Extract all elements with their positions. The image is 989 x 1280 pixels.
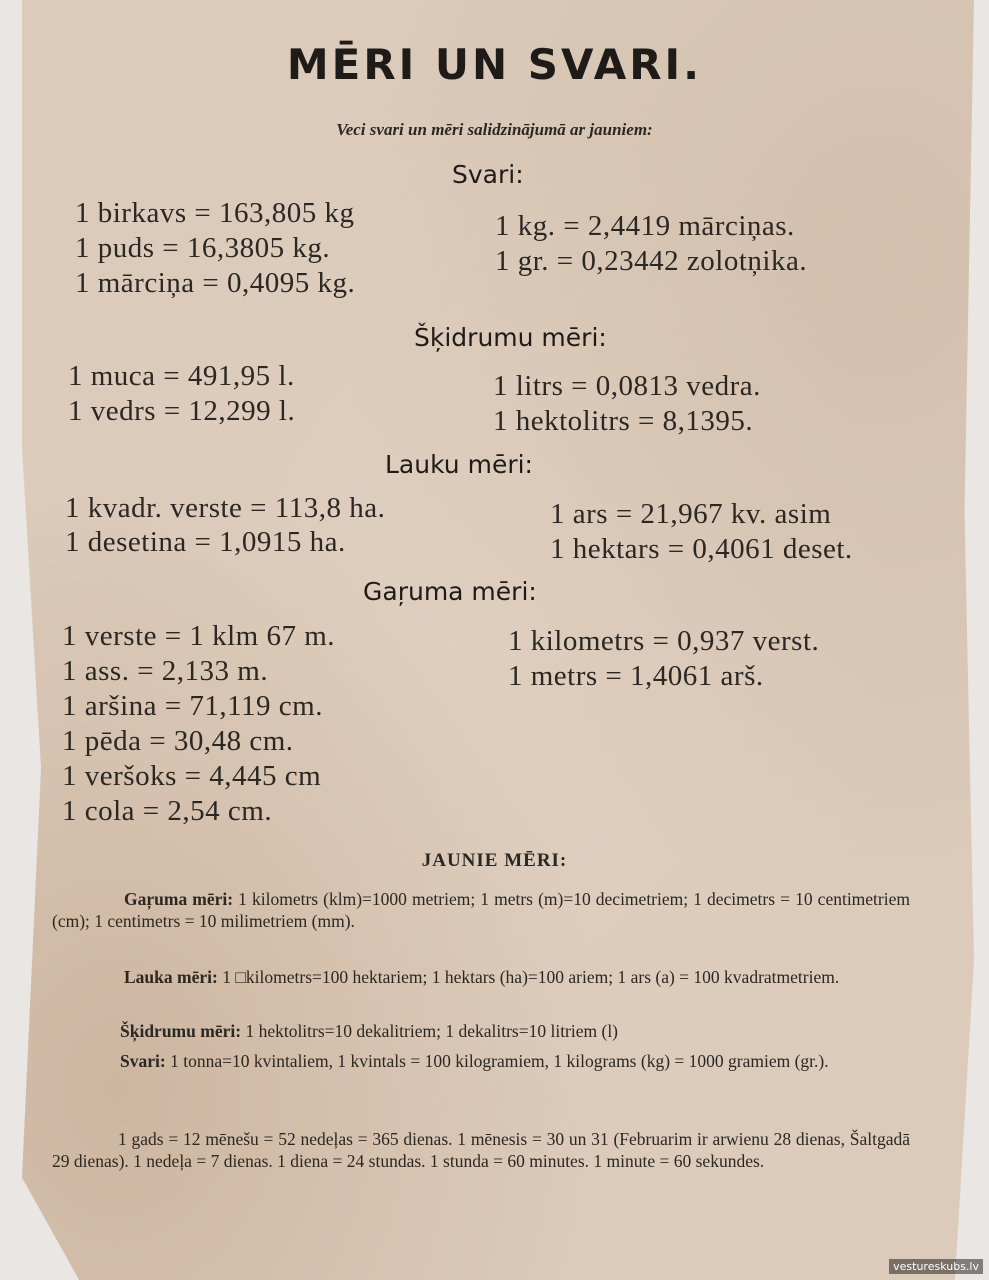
section-heading-liquid: Šķidrumu mēri: [414,323,607,352]
paragraph-length [52,888,910,932]
paragraph-lead: Gaŗuma mēri: [124,889,234,909]
paragraph-text: 1 kilometrs (klm)=1000 metriem; 1 metrs (m)=10 decimetriem; 1 decimetrs = 10 centimetriem (cm); 1 centimetrs = 10 milimetriem (mm). [52,889,910,931]
page-title: MĒRI UN SVARI. [286,40,703,89]
conversion-row: 1 ars = 21,967 kv. asim [550,498,832,530]
conversion-row: 1 vedrs = 12,299 l. [68,395,296,427]
conversion-row: 1 kg. = 2,4419 mārciņas. [495,210,795,242]
paragraph-text: 1 □kilometrs=100 hektariem; 1 hektars (ha)=100 ariem; 1 ars (a) = 100 kvadratmetriem. [217,967,840,987]
conversion-row: 1 gr. = 0,23442 zolotņika. [495,245,808,277]
conversion-row: 1 desetina = 1,0915 ha. [65,526,346,558]
section-heading-svari: Svari: [452,160,524,189]
conversion-row: 1 verste = 1 klm 67 m. [62,620,336,652]
paragraph-text: 1 tonna=10 kvintaliem, 1 kvintals = 100 kilogramiem, 1 kilograms (kg) = 1000 gramiem (gr.). [165,1051,829,1071]
conversion-row: 1 hektolitrs = 8,1395. [493,405,754,437]
conversion-row: 1 cola = 2,54 cm. [62,795,273,827]
section-heading-length: Gaŗuma mēri: [363,577,537,606]
new-measures-heading: JAUNIE MĒRI: [421,850,568,871]
conversion-row: 1 aršina = 71,119 cm. [62,690,323,722]
paragraph-time [52,1128,910,1172]
conversion-row: 1 puds = 16,3805 kg. [75,232,331,264]
conversion-row: 1 ass. = 2,133 m. [62,655,269,687]
paragraph-text: 1 gads = 12 mēnešu = 52 nedeļas = 365 dienas. 1 mēnesis = 30 un 31 (Februarim ir arwienu 28 dienas, Šaltgadā 29 dienas). 1 nedeļa = 7 dienas. 1 diena = 24 stundas. 1 stunda = 60 minutes. 1 minute = 60 sekundes. [52,1129,910,1171]
conversion-row: 1 pēda = 30,48 cm. [62,725,294,757]
paragraph-lead: Šķidrumu mēri: [120,1021,242,1041]
conversion-row: 1 kilometrs = 0,937 verst. [508,625,820,657]
paragraph-weights [52,1050,910,1072]
conversion-row: 1 mārciņa = 0,4095 kg. [75,267,356,299]
paragraph-lead: Lauka mēri: [124,967,218,987]
watermark: vestureskubs.lv [889,1259,983,1274]
conversion-row: 1 metrs = 1,4061 arš. [508,660,764,692]
conversion-row: 1 birkavs = 163,805 kg [75,197,355,229]
conversion-row: 1 hektars = 0,4061 deset. [550,533,853,565]
conversion-row: 1 veršoks = 4,445 cm [62,760,322,792]
section-heading-land: Lauku mēri: [385,450,533,479]
page-subtitle: Veci svari un mēri salidzinājumā ar jauniem: [336,120,653,139]
conversion-row: 1 kvadr. verste = 113,8 ha. [65,492,386,524]
conversion-row: 1 litrs = 0,0813 vedra. [493,370,761,402]
paragraph-lead: Svari: [120,1051,166,1071]
conversion-row: 1 muca = 491,95 l. [68,360,295,392]
paragraph-liquid [52,1020,910,1042]
paragraph-text: 1 hektolitrs=10 dekalitriem; 1 dekalitrs=10 litriem (l) [241,1021,619,1041]
paragraph-area [52,966,910,988]
